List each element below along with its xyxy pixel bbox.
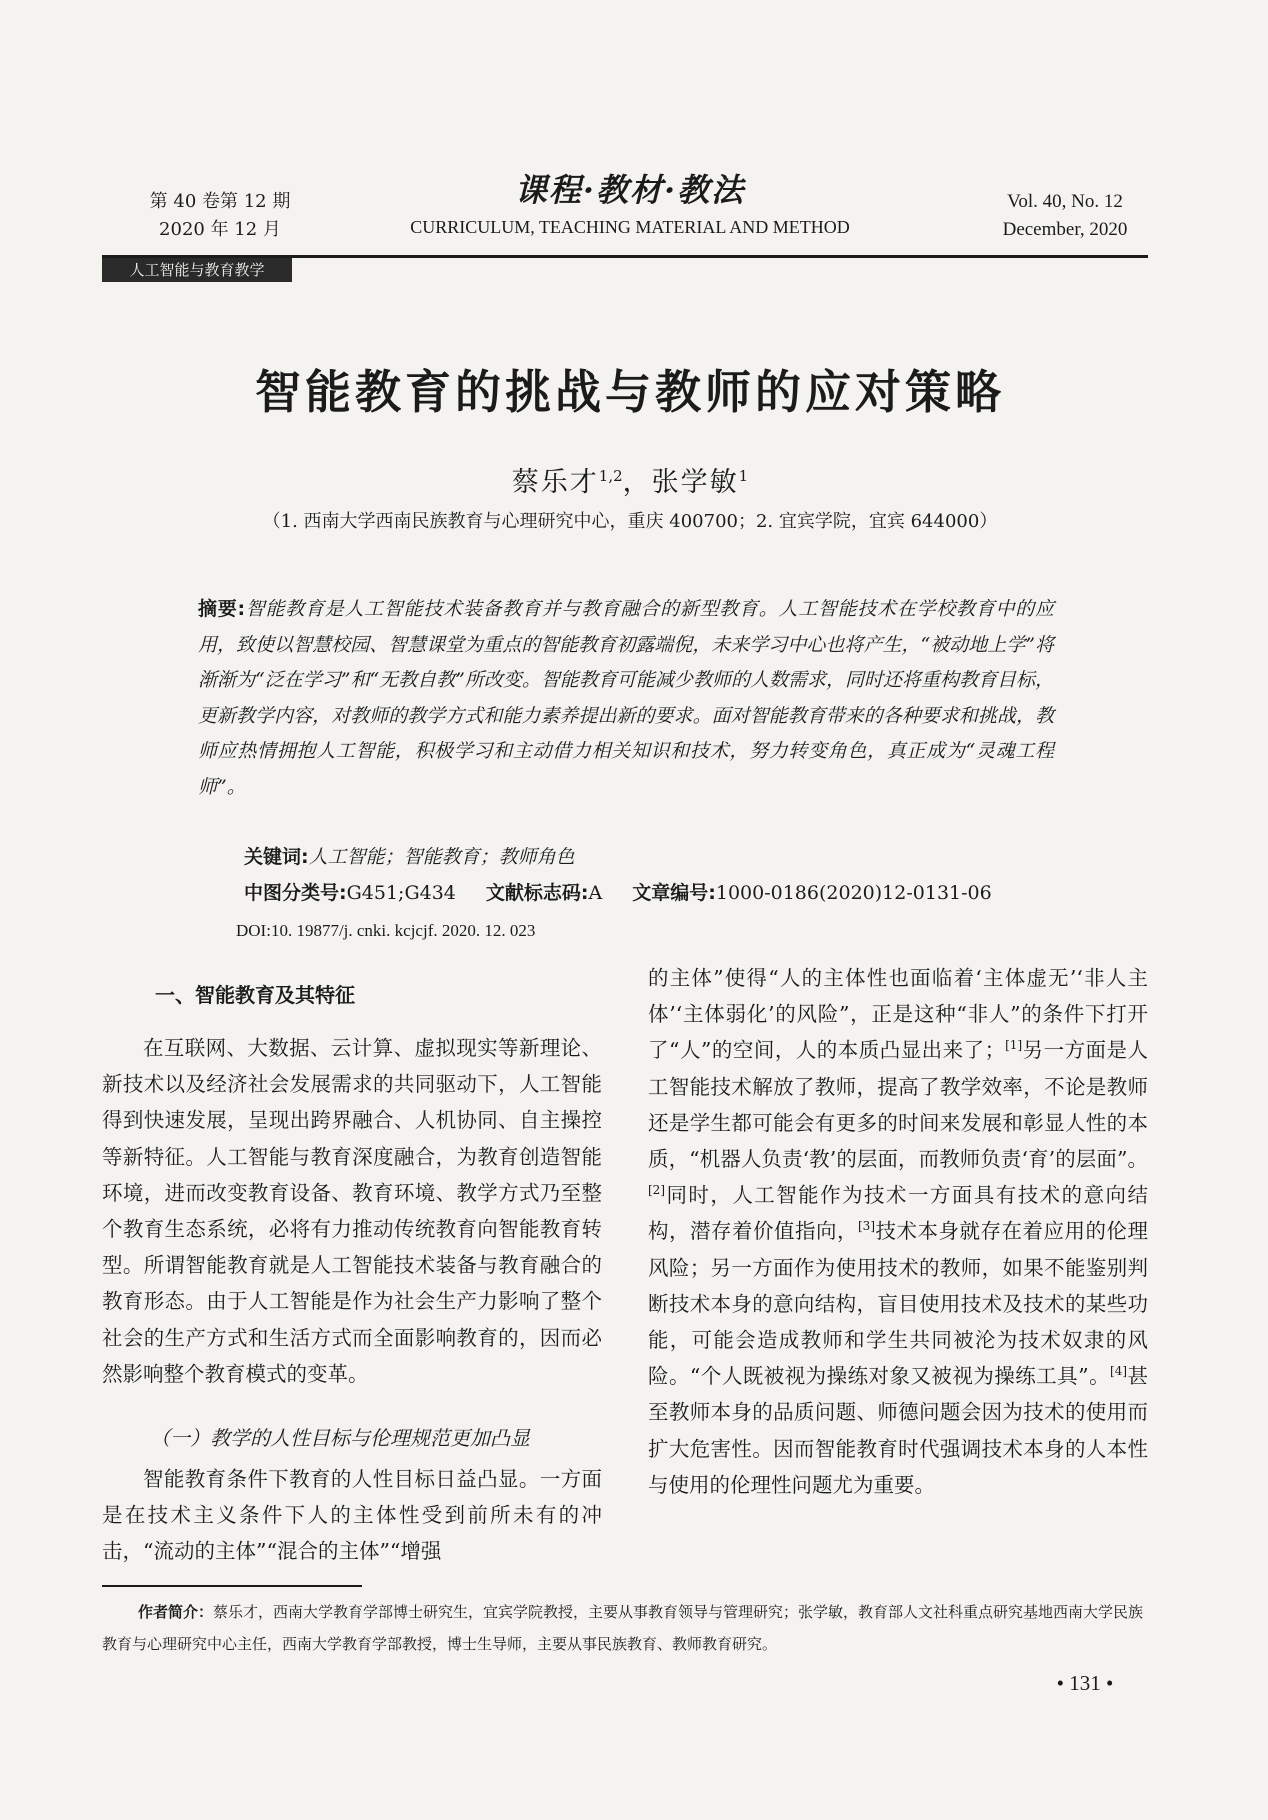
abstract — [198, 592, 1054, 805]
clc-label: 中图分类号: — [244, 882, 347, 904]
author-separator: ， — [622, 467, 652, 498]
author-affil-mark: 1,2 — [598, 467, 623, 485]
citation-ref: [2] — [648, 1183, 665, 1198]
article-title: 智能教育的挑战与教师的应对策略 — [255, 365, 1005, 419]
volume-issue-en: Vol. 40, No. 12 — [1007, 191, 1123, 212]
author-footnote — [102, 1596, 1152, 1660]
author-name: 张学敏 — [651, 467, 739, 498]
citation-ref: [3] — [858, 1219, 875, 1234]
doi: DOI:10. 19877/j. cnki. kcjcjf. 2020. 12. 023 — [236, 921, 536, 940]
journal-name-en: CURRICULUM, TEACHING MATERIAL AND METHOD — [410, 217, 850, 237]
section-label: 人工智能与教育教学 — [102, 258, 292, 282]
clc-value: G451;G434 — [346, 882, 456, 904]
journal-name-cn: 课程·教材·教法 — [514, 171, 746, 209]
abstract-text: 智能教育是人工智能技术装备教育并与教育融合的新型教育。人工智能技术在学校教育中的应用，致使以智慧校园、智慧课堂为重点的智能教育初露端倪，未来学习中心也将产生，“被动地上学”将渐渐为“泛在学习”和“无教自教”所改变。智能教育可能减少教师的人数需求，同时还将重构教育目标，更新教学内容，对教师的教学方式和能力素养提出新的要求。面对智能教育带来的各种要求和挑战，教师应热情拥抱人工智能，积极学习和主动借力相关知识和技术，努力转变角色，真正成为“灵魂工程师”。 — [198, 598, 1054, 798]
body-paragraph-continued — [648, 960, 1148, 1503]
date-cn: 2020 年 12 月 — [159, 219, 281, 240]
affiliations: （1. 西南大学西南民族教育与心理研究中心，重庆 400700；2. 宜宾学院，宜宾 644000） — [262, 511, 998, 532]
body-text: 的主体”使得“人的主体性也面临着‘主体虚无’‘非人主体’‘主体弱化’的风险”，正是这种“非人”的条件下打开了“人”的空间，人的本质凸显出来了； — [648, 966, 1148, 1063]
issue-info-en — [975, 188, 1155, 244]
section-heading-1: 一、智能教育及其特征 — [155, 983, 355, 1007]
doc-code-label: 文献标志码: — [485, 882, 589, 904]
volume-issue-cn: 第 40 卷第 12 期 — [149, 191, 291, 212]
citation-ref: [4] — [1110, 1364, 1128, 1379]
body-text: 甚至教师本身的品质问题、师德问题会因为技术的使用而扩大危害性。因而智能教育时代强调技术本身的人本性与使用的伦理性问题尤为重要。 — [648, 1364, 1148, 1497]
author-affil-mark: 1 — [738, 467, 749, 485]
body-text: 另一方面是人工智能技术解放了教师，提高了教学效率，不论是教师还是学生都可能会有更多的时间来发展和彰显人性的本质，“机器人负责‘教’的层面，而教师负责‘育’的层面”。 — [648, 1038, 1149, 1172]
body-column-left-bottom — [102, 1461, 602, 1570]
journal-masthead — [380, 170, 880, 240]
subsection-heading: （一）教学的人性目标与伦理规范更加凸显 — [150, 1426, 530, 1450]
article-no-value: 1000-0186(2020)12-0131-06 — [715, 882, 992, 904]
body-paragraph: 智能教育条件下教育的人性目标日益凸显。一方面是在技术主义条件下人的主体性受到前所未有的冲击，“流动的主体”“混合的主体”“增强 — [102, 1467, 602, 1564]
date-en: December, 2020 — [1002, 219, 1128, 240]
classification-line — [244, 876, 1084, 910]
body-text: 同时，人工智能作为技术一方面具有技术的意向结构，潜存着价值指向， — [648, 1183, 1148, 1244]
body-paragraph: 在互联网、大数据、云计算、虚拟现实等新理论、新技术以及经济社会发展需求的共同驱动下，人工智能得到快速发展，呈现出跨界融合、人机协同、自主操控等新特征。人工智能与教育深度融合，为教育创造智能环境，进而改变教育设备、教育环境、教学方式乃至整个教育生态系统，必将有力推动传统教育向智能教育转型。所谓智能教育就是人工智能技术装备与教育融合的教育形态。由于人工智能是作为社会生产力影响了整个社会的生产方式和生活方式而全面影响教育的，因而必然影响整个教育模式的变革。 — [102, 1036, 602, 1386]
footnote-rule — [102, 1585, 362, 1587]
author-name: 蔡乐才 — [511, 467, 599, 498]
page-number: • 131 • — [1056, 1671, 1114, 1695]
abstract-label: 摘要: — [198, 598, 246, 620]
issue-info-cn — [120, 188, 320, 244]
keywords-label: 关键词: — [244, 846, 309, 868]
doc-code-value: A — [588, 882, 603, 904]
body-column-left-top — [102, 1030, 602, 1392]
footnote-text: 蔡乐才，西南大学教育学部博士研究生，宜宾学院教授，主要从事教育领导与管理研究；张学敏，教育部人文社科重点研究基地西南大学民族教育与心理研究中心主任，西南大学教育学部教授，博士生导师，主要从事民族教育、教师教育研究。 — [102, 1603, 1144, 1653]
body-text: 技术本身就存在着应用的伦理风险；另一方面作为使用技术的教师，如果不能鉴别判断技术本身的意向结构，盲目使用技术及技术的某些功能，可能会造成教师和学生共同被沦为技术奴隶的风险。“个人既被视为操练对象又被视为操练工具”。 — [648, 1219, 1148, 1389]
body-column-right — [648, 960, 1148, 1503]
keywords-text: 人工智能；智能教育；教师角色 — [308, 846, 575, 868]
author-line — [300, 458, 960, 501]
article-no-label: 文章编号: — [632, 882, 716, 904]
footnote-label: 作者简介： — [138, 1603, 214, 1621]
keywords — [244, 840, 1044, 874]
citation-ref: [1] — [1005, 1038, 1023, 1053]
